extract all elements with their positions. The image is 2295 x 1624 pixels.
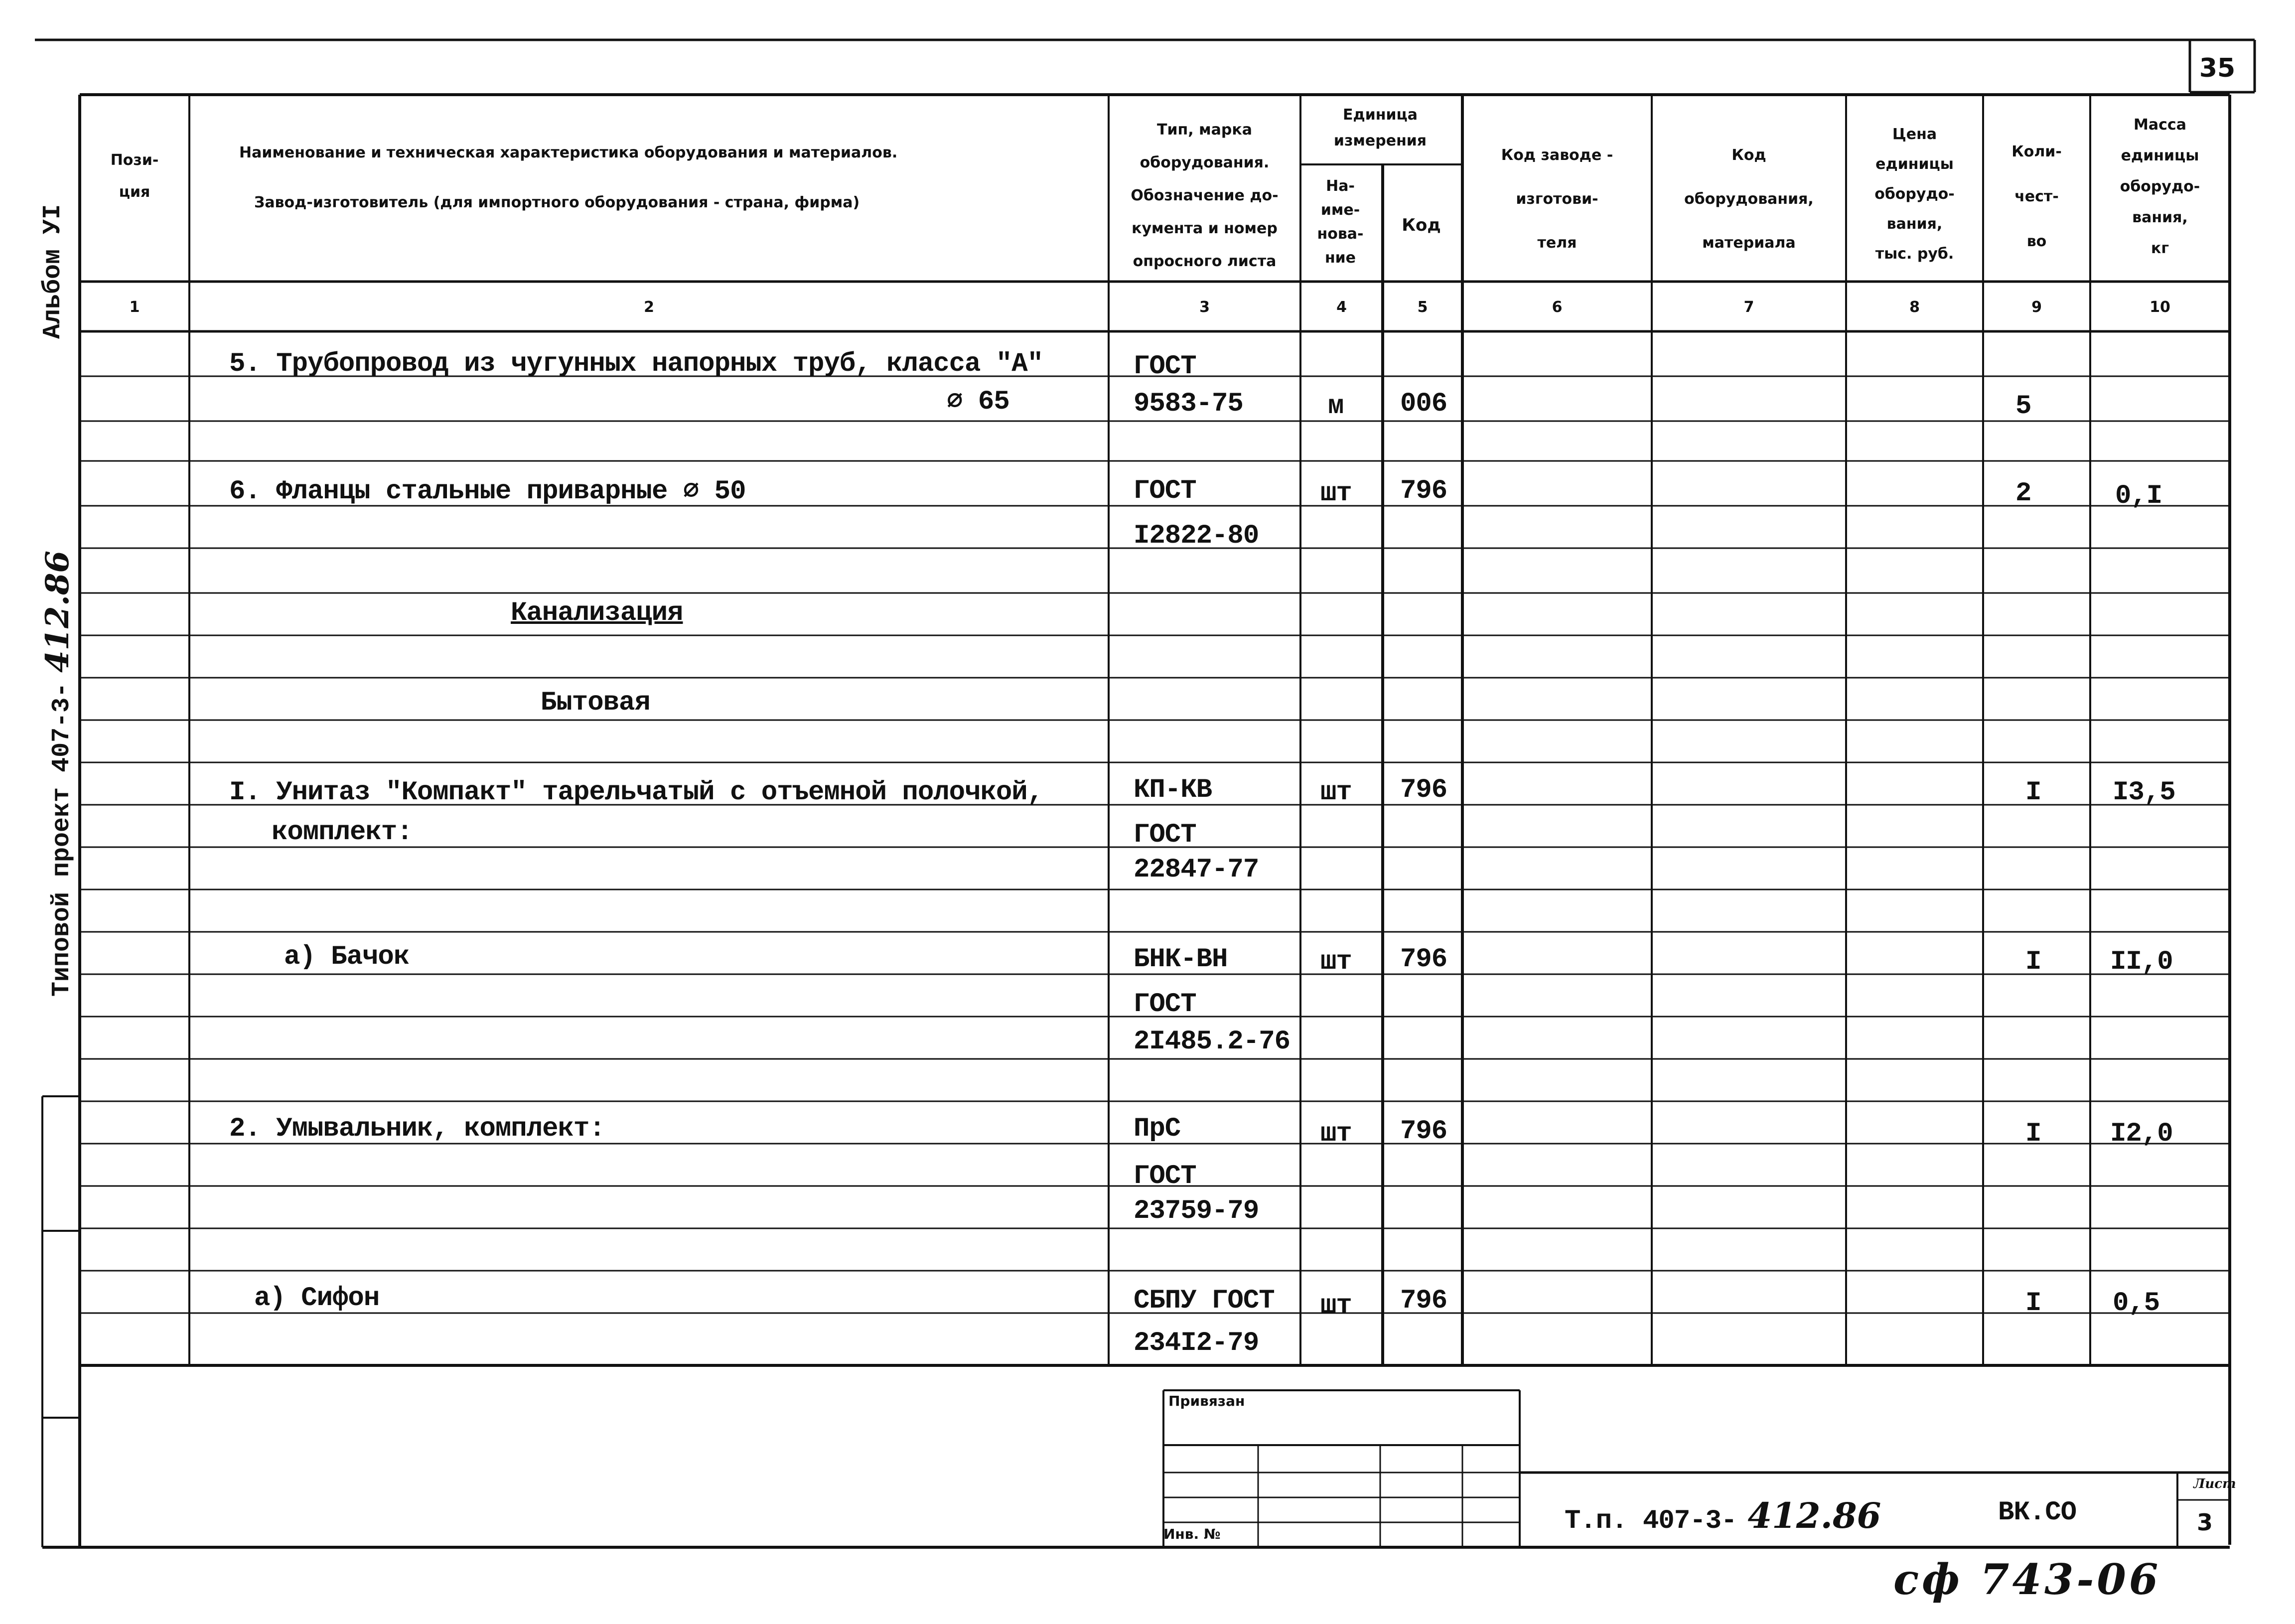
header-name-line1: Наименование и техническая характеристика оборудования и материалов.: [239, 144, 898, 161]
header-equipment-code: Код оборудования, материала: [1684, 147, 1814, 252]
column-number: 9: [2031, 298, 2042, 316]
row-type: 9583-75: [1134, 389, 1243, 419]
row-mass: 0,5: [2113, 1288, 2160, 1319]
row-type: 234I2-79: [1134, 1328, 1259, 1358]
header-name-line2: Завод-изготовитель (для импортного оборудования - страна, фирма): [254, 194, 860, 211]
column-number: 2: [644, 298, 654, 316]
row-code: 796: [1400, 775, 1447, 805]
project-label: Типовой проект 407-3-412.86: [39, 550, 76, 997]
row-type: БНК-ВН: [1134, 944, 1228, 975]
stamp-bound-label: Привязан: [1168, 1393, 1245, 1409]
subsection-heading: Бытовая: [541, 688, 650, 718]
row-type: 22847-77: [1134, 855, 1259, 885]
row-quantity: I: [2025, 1119, 2041, 1149]
row-name: 5. Трубопровод из чугунных напорных труб, класса "А": [229, 349, 1043, 379]
column-number: 7: [1743, 298, 1754, 316]
row-type: ГОСТ: [1134, 351, 1196, 382]
column-number: 5: [1417, 298, 1428, 316]
row-mass: I2,0: [2110, 1119, 2173, 1149]
row-name: а) Бачок: [284, 942, 410, 972]
row-type: КП-КВ: [1134, 775, 1212, 805]
row-unit: шт: [1320, 478, 1352, 509]
sheet-number: 35: [2199, 53, 2236, 83]
row-quantity: I: [2025, 947, 2041, 977]
header-unit-name: На- име- нова- ние: [1317, 177, 1364, 267]
row-name: комплект:: [272, 817, 413, 848]
stamp-sheet-value: 3: [2196, 1509, 2213, 1536]
row-name: 6. Фланцы стальные приварные ∅ 50: [229, 476, 746, 507]
column-number: 3: [1199, 298, 1210, 316]
row-type: ГОСТ: [1134, 820, 1196, 850]
header-plant-code: Код заводе - изготови- теля: [1501, 147, 1613, 252]
column-number: 10: [2150, 298, 2170, 316]
row-unit: шт: [1320, 947, 1352, 977]
bottom-handwritten-note: сф 743-06: [1893, 1555, 2161, 1604]
row-type: ПрС: [1134, 1114, 1181, 1144]
header-quantity: Коли- чест- во: [2011, 143, 2062, 250]
column-number: 6: [1552, 298, 1563, 316]
row-code: 796: [1400, 476, 1447, 506]
stamp-document-code: ВК.СО: [1998, 1497, 2077, 1528]
stamp-sheet-label: Лист: [2193, 1476, 2236, 1491]
row-code: 796: [1400, 944, 1447, 975]
section-heading: Канализация: [511, 598, 683, 628]
row-type: ГОСТ: [1134, 476, 1196, 506]
row-quantity: I: [2025, 1288, 2041, 1319]
column-number: 1: [129, 298, 140, 316]
row-quantity: I: [2025, 777, 2041, 808]
header-unit-code: Код: [1402, 215, 1441, 235]
row-type: ГОСТ: [1134, 1161, 1196, 1191]
row-code: 006: [1400, 389, 1447, 419]
row-type: СБПУ ГОСТ: [1134, 1286, 1275, 1316]
header-type: Тип, марка оборудования. Обозначение до- кумента и номер опросного листа: [1131, 121, 1279, 270]
row-name: ∅ 65: [947, 387, 1009, 417]
project-number-handwritten: 412.86: [39, 550, 76, 673]
row-quantity: 5: [2015, 391, 2031, 422]
column-number: 4: [1336, 298, 1347, 316]
row-mass: I3,5: [2113, 777, 2175, 808]
header-unit-group: Единица измерения: [1333, 106, 1427, 149]
row-type: ГОСТ: [1134, 989, 1196, 1020]
row-mass: II,0: [2110, 947, 2173, 977]
stamp-document-designation: Т.п. 407-3- 412.86: [1565, 1495, 1881, 1536]
album-label: Альбом УІ: [39, 204, 67, 339]
column-number: 8: [1909, 298, 1920, 316]
header-price: Цена единицы оборудо- вания, тыс. руб.: [1874, 126, 1955, 263]
row-unit: шт: [1320, 1119, 1352, 1149]
row-unit: м: [1328, 391, 1344, 422]
header-position: Пози- ция: [110, 151, 159, 201]
row-type: 23759-79: [1134, 1196, 1259, 1226]
row-name: I. Унитаз "Компакт" тарельчатый с отъемной полочкой,: [229, 777, 1043, 808]
row-code: 796: [1400, 1116, 1447, 1147]
header-mass: Масса единицы оборудо- вания, кг: [2120, 116, 2200, 257]
row-code: 796: [1400, 1286, 1447, 1316]
row-name: а) Сифон: [254, 1283, 380, 1314]
stamp-inv-label: Инв. №: [1163, 1526, 1221, 1542]
row-unit: шт: [1320, 1291, 1352, 1321]
row-type: 2I485.2-76: [1134, 1027, 1291, 1057]
row-quantity: 2: [2015, 478, 2031, 509]
stamp-document-number-handwritten: 412.86: [1747, 1495, 1881, 1536]
row-unit: шт: [1320, 777, 1352, 808]
row-mass: 0,I: [2115, 481, 2162, 511]
row-name: 2. Умывальник, комплект:: [229, 1114, 605, 1144]
row-type: I2822-80: [1134, 521, 1259, 551]
